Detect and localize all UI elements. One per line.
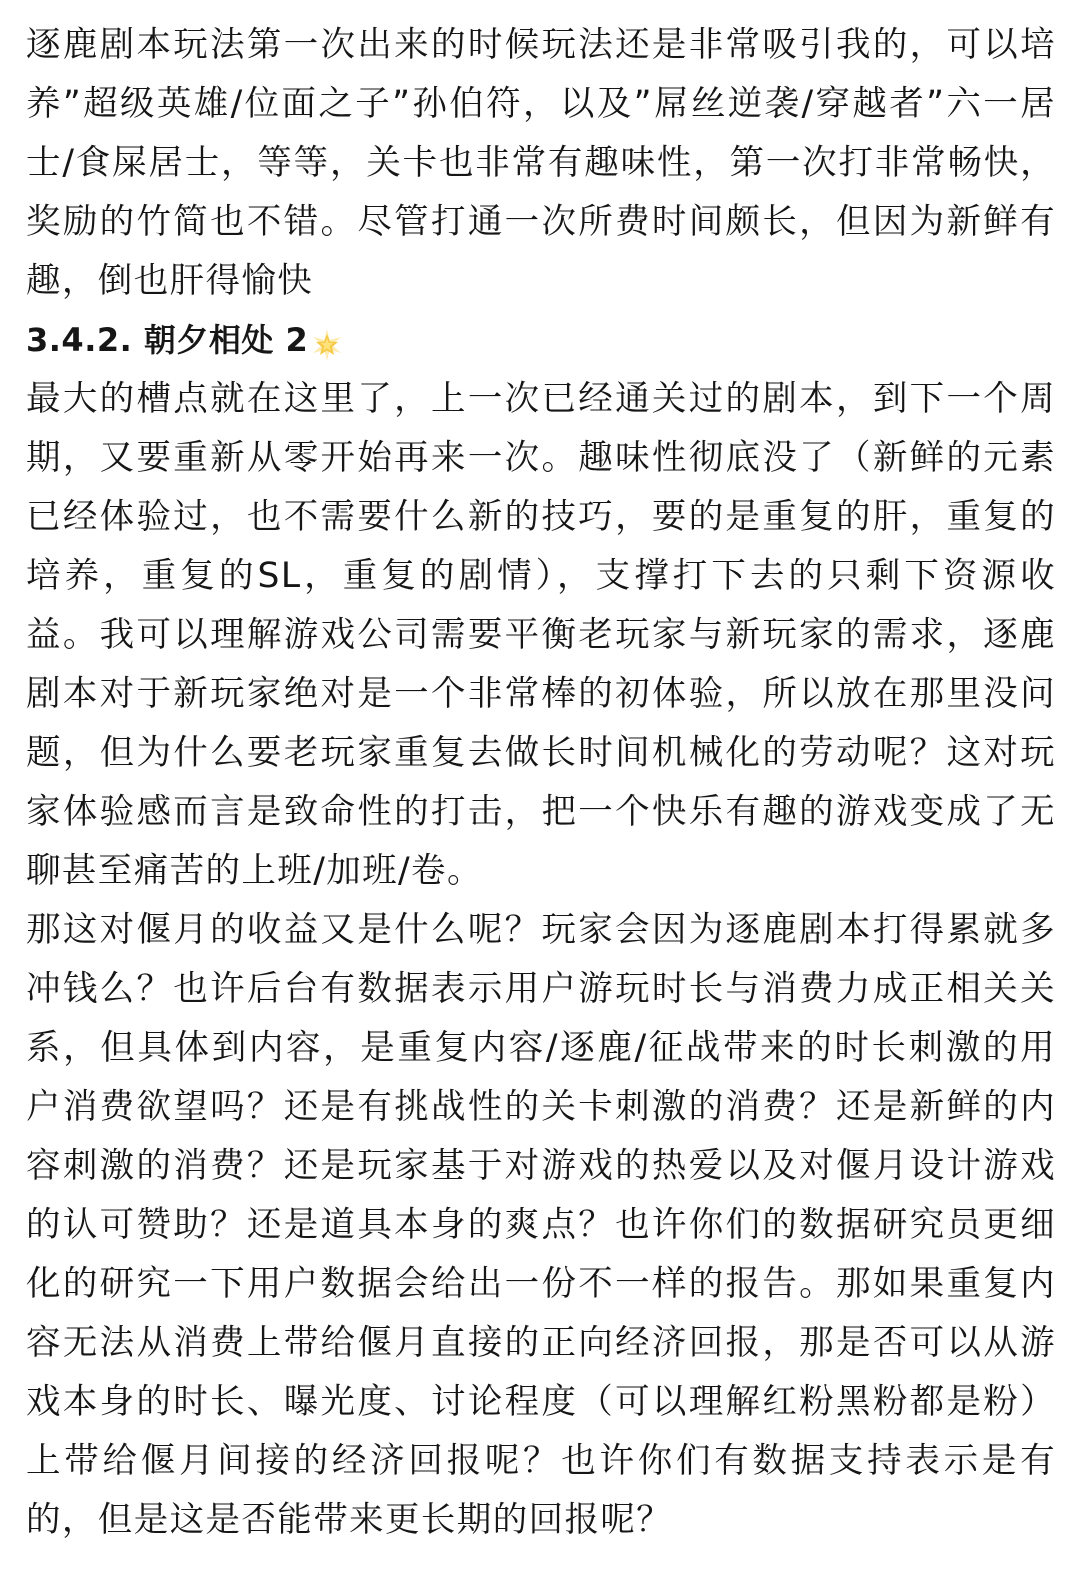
star-icon xyxy=(310,322,344,356)
article-body xyxy=(26,16,1056,1550)
paragraph-2: 最大的槽点就在这里了，上一次已经通关过的剧本，到下一个周期，又要重新从零开始再来一次。趣味性彻底没了（新鲜的元素已经体验过，也不需要什么新的技巧，要的是重复的肝，重复的培养，重复的SL，重复的剧情），支撑打下去的只剩下资源收益。我可以理解游戏公司需要平衡老玩家与新玩家的需求，逐鹿剧本对于新玩家绝对是一个非常棒的初体验，所以放在那里没问题，但为什么要老玩家重复去做长时间机械化的劳动呢？这对玩家体验感而言是致命性的打击，把一个快乐有趣的游戏变成了无聊甚至痛苦的上班/加班/卷。 xyxy=(26,379,1056,891)
section-heading-text: 3.4.2. 朝夕相处 2 xyxy=(26,321,309,359)
paragraph-3: 那这对偃月的收益又是什么呢？玩家会因为逐鹿剧本打得累就多冲钱么？也许后台有数据表示用户游玩时长与消费力成正相关关系，但具体到内容，是重复内容/逐鹿/征战带来的时长刺激的用户消费欲望吗？还是有挑战性的关卡刺激的消费？还是新鲜的内容刺激的消费？还是玩家基于对游戏的热爱以及对偃月设计游戏的认可赞助？还是道具本身的爽点？也许你们的数据研究员更细化的研究一下用户数据会给出一份不一样的报告。那如果重复内容无法从消费上带给偃月直接的正向经济回报，那是否可以从游戏本身的时长、曝光度、讨论程度（可以理解红粉黑粉都是粉）上带给偃月间接的经济回报呢？也许你们有数据支持表示是有的，但是这是否能带来更长期的回报呢？ xyxy=(26,910,1056,1540)
section-heading xyxy=(26,311,1056,370)
intro-paragraph: 逐鹿剧本玩法第一次出来的时候玩法还是非常吸引我的，可以培养”超级英雄/位面之子”孙伯符，以及”屌丝逆袭/穿越者”六一居士/食屎居士，等等，关卡也非常有趣味性，第一次打非常畅快，奖励的竹简也不错。尽管打通一次所费时间颇长，但因为新鲜有趣，倒也肝得愉快 xyxy=(26,25,1056,301)
